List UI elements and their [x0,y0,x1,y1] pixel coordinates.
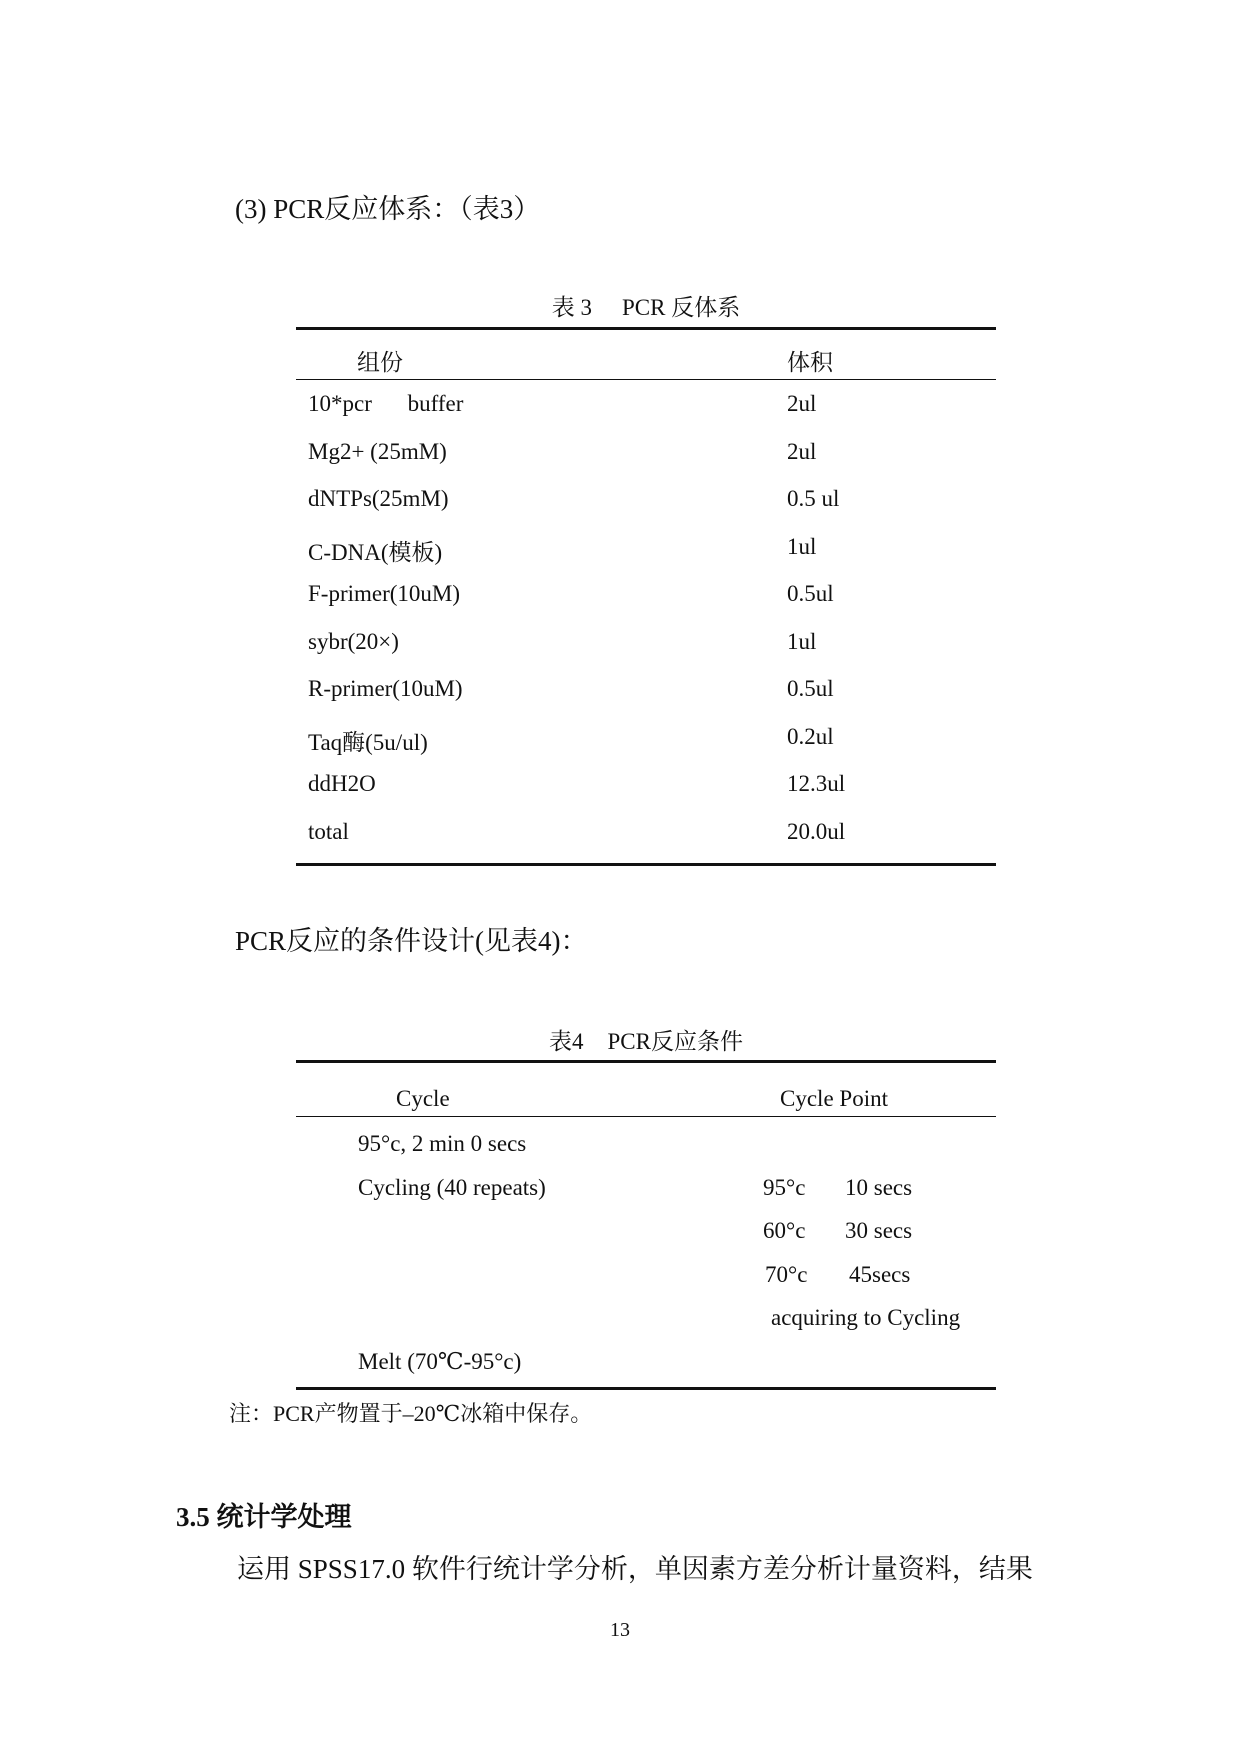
point-note-cell: acquiring to Cycling [771,1305,961,1330]
table-row [296,724,996,772]
table-row [296,1175,996,1219]
table-row [296,629,996,677]
temp-cell: 95°c [763,1174,806,1200]
table-row [296,534,996,582]
conditions-intro: PCR反应的条件设计(见表4)： [235,926,588,956]
table4-header-row [296,1060,996,1117]
volume-cell: 2ul [787,391,817,416]
table4 [296,1060,996,1390]
volume-cell: 0.5 ul [787,486,840,511]
table-row [296,771,996,819]
table-row [296,486,996,534]
volume-cell: 20.0ul [787,818,846,844]
volume-cell: 0.2ul [787,723,834,749]
time-cell: 10 secs [845,1174,913,1200]
table4-header-cycle: Cycle [396,1086,450,1111]
table-row [296,819,996,863]
table3-body [296,380,996,866]
component-cell: ddH2O [308,771,376,796]
volume-cell: 2ul [787,438,817,464]
table-row [296,1131,996,1175]
time-cell: 30 secs [845,1218,913,1243]
component-cell: Mg2+ (25mM) [308,438,447,464]
table3 [296,327,996,866]
table4-body [296,1117,996,1390]
cycle-cell: Melt (70℃-95°c) [358,1348,522,1374]
volume-cell: 0.5ul [787,676,834,701]
page-number: 13 [610,1619,630,1641]
component-cell: F-primer(10uM) [308,581,461,606]
volume-cell: 1ul [787,533,817,559]
cycle-cell: Cycling (40 repeats) [358,1174,546,1200]
table3-header-component: 组份 [357,350,403,375]
table-row [296,391,996,439]
table4-header-cycle-point: Cycle Point [780,1086,888,1111]
table-row [296,676,996,724]
table-note: 注：PCR产物置于–20℃冰箱中保存。 [229,1401,593,1426]
table3-title: PCR 反体系 [622,295,741,320]
table-row [296,1262,996,1306]
table3-caption [296,293,996,323]
table4-caption [296,1027,996,1057]
table3-header-row [296,327,996,380]
component-cell: Taq酶(5u/ul) [308,729,428,755]
table-row [296,1218,996,1262]
component-cell: C-DNA(模板) [308,539,443,565]
cycle-cell: 95°c, 2 min 0 secs [358,1131,527,1156]
table-row [296,1349,996,1387]
temp-cell: 60°c [763,1218,806,1243]
component-cell: sybr(20×) [308,628,399,654]
volume-cell: 1ul [787,628,817,654]
table3-header-volume: 体积 [787,350,833,375]
table-row [296,439,996,487]
temp-cell: 70°c [765,1261,808,1287]
table3-label: 表 3 [551,295,592,320]
volume-cell: 0.5ul [787,581,834,606]
component-cell: 10*pcr buffer [308,391,464,416]
time-cell: 45secs [849,1261,911,1287]
component-cell: dNTPs(25mM) [308,486,449,511]
body-paragraph: 运用 SPSS17.0 软件行统计学分析，单因素方差分析计量资料，结果 [237,1554,1033,1584]
component-cell: R-primer(10uM) [308,676,463,701]
volume-cell: 12.3ul [787,771,846,796]
table4-title: PCR反应条件 [607,1029,743,1054]
table4-label: 表4 [549,1029,584,1054]
section-intro: (3) PCR反应体系：（表3） [235,194,541,224]
section-heading: 3.5 统计学处理 [176,1502,352,1532]
table-row [296,1305,996,1349]
component-cell: total [308,818,349,844]
table-row [296,581,996,629]
